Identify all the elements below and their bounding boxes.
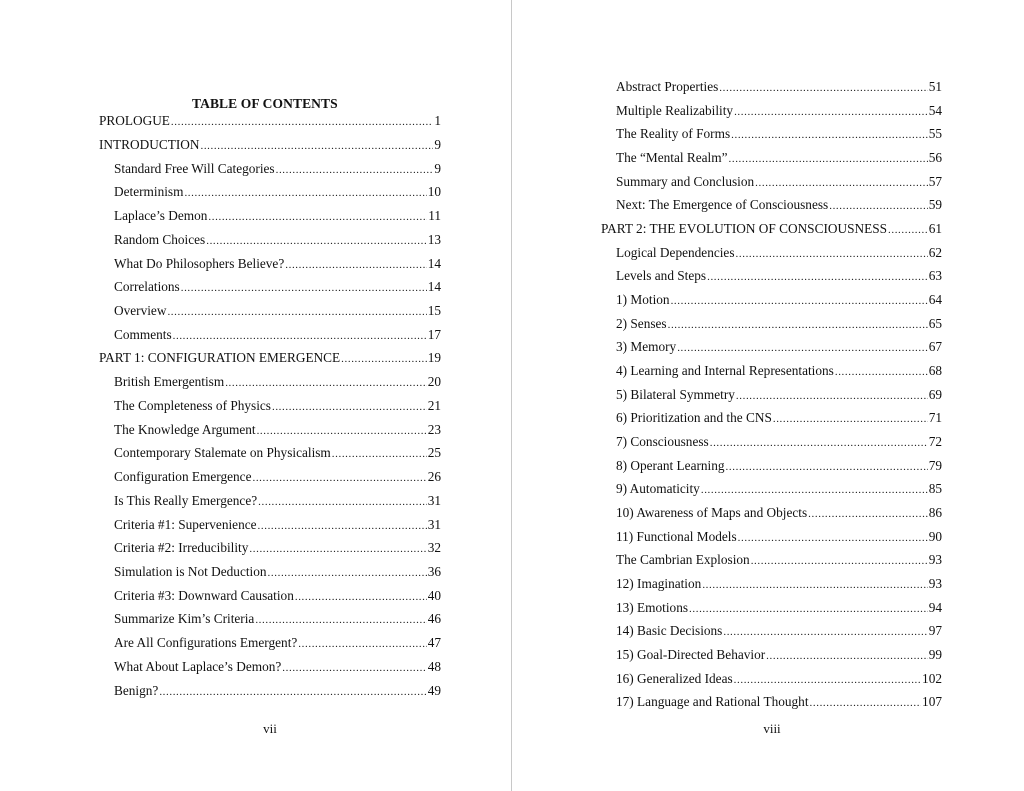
dot-leader (702, 576, 927, 594)
dot-leader (225, 374, 427, 392)
toc-entry-page: 86 (928, 504, 942, 520)
dot-leader (710, 434, 928, 452)
toc-entry-title: British Emergentism (114, 374, 225, 390)
toc-entry-page: 14 (427, 279, 441, 295)
toc-entry (616, 173, 942, 191)
toc-entry-page: 71 (928, 410, 942, 426)
dot-leader (734, 103, 928, 121)
toc-entry (616, 504, 942, 522)
dot-leader (738, 529, 928, 547)
toc-entry-title: Multiple Realizability (616, 102, 734, 118)
toc-entry (114, 539, 441, 557)
toc-entry-page: 31 (427, 492, 441, 508)
left-page (0, 0, 511, 791)
toc-entry-page: 59 (928, 197, 942, 213)
dot-leader (668, 316, 928, 334)
toc-entry-page: 79 (928, 457, 942, 473)
toc-entry-title: Are All Configurations Emergent? (114, 635, 298, 651)
toc-entry-title: Criteria #3: Downward Causation (114, 587, 294, 603)
toc-entry (114, 682, 441, 700)
toc-entry (616, 338, 942, 356)
dot-leader (707, 268, 928, 286)
dot-leader (701, 481, 928, 499)
toc-entry-title: Levels and Steps (616, 268, 707, 284)
toc-entry (616, 457, 942, 475)
dot-leader (731, 126, 928, 144)
toc-entry-title: 1) Motion (616, 291, 670, 307)
dot-leader (255, 611, 426, 629)
toc-entry-page: 94 (928, 599, 942, 615)
toc-entry (99, 112, 441, 130)
toc-entry-page: 55 (928, 126, 942, 142)
toc-entry-page: 10 (427, 184, 441, 200)
toc-entry-title: 12) Imagination (616, 575, 702, 591)
dot-leader (755, 174, 928, 192)
toc-entry-title: 8) Operant Learning (616, 457, 725, 473)
dot-leader (282, 659, 426, 677)
dot-leader (258, 517, 427, 535)
toc-entry-title: Benign? (114, 682, 159, 698)
toc-entry-page: 23 (427, 421, 441, 437)
toc-entry-page: 20 (427, 374, 441, 390)
toc-entry-page: 64 (928, 291, 942, 307)
dot-leader (808, 505, 928, 523)
dot-leader (159, 683, 426, 701)
toc-entry-title: 6) Prioritization and the CNS (616, 410, 772, 426)
toc-entry (114, 610, 441, 628)
toc-entry-page: 21 (427, 397, 441, 413)
toc-entry-title: Next: The Emergence of Consciousness (616, 197, 829, 213)
toc-entry-page: 69 (928, 386, 942, 402)
toc-entry-page: 47 (427, 635, 441, 651)
dot-leader (729, 150, 928, 168)
dot-leader (835, 363, 928, 381)
toc-entry-title: PROLOGUE (99, 113, 170, 128)
toc-entry-title: 2) Senses (616, 315, 667, 331)
toc-entry (616, 528, 942, 546)
dot-leader (726, 458, 928, 476)
toc-entry (114, 183, 441, 201)
dot-leader (252, 469, 426, 487)
dot-leader (689, 600, 928, 618)
right-page (512, 0, 1024, 791)
toc-entry (114, 255, 441, 273)
dot-leader (249, 540, 426, 558)
toc-entry (114, 468, 441, 486)
toc-entry-page: 61 (928, 220, 942, 236)
toc-entry (616, 78, 942, 96)
toc-entry-title: 16) Generalized Ideas (616, 670, 733, 686)
toc-entry (616, 599, 942, 617)
dot-leader (671, 292, 928, 310)
toc-entry (616, 102, 942, 120)
dot-leader (276, 161, 434, 179)
toc-entry-page: 9 (434, 160, 441, 176)
toc-entry (114, 326, 441, 344)
toc-entry-page: 97 (928, 623, 942, 639)
toc-entry (99, 136, 441, 154)
toc-entry-page: 90 (928, 528, 942, 544)
toc-entry-title: Random Choices (114, 231, 206, 247)
page-number-left: vii (263, 721, 277, 736)
toc-entry (616, 196, 942, 214)
dot-leader (888, 221, 928, 239)
toc-entry (616, 693, 942, 711)
toc-entry-page: 102 (922, 670, 942, 686)
toc-entry-page: 46 (427, 611, 441, 627)
toc-entry-title: Comments (114, 326, 172, 342)
toc-entry-page: 11 (428, 208, 441, 224)
toc-entry-page: 32 (427, 540, 441, 556)
toc-entry-page: 19 (427, 350, 441, 366)
toc-entry (616, 315, 942, 333)
toc-entry (616, 244, 942, 262)
toc-entry (114, 421, 441, 439)
dot-leader (272, 398, 427, 416)
toc-entry-title: The Completeness of Physics (114, 397, 271, 413)
toc-entry (616, 433, 942, 451)
toc-entry-title: Summary and Conclusion (616, 173, 755, 189)
toc-entry-page: 48 (427, 658, 441, 674)
toc-entry-title: 9) Automaticity (616, 481, 700, 497)
toc-entry (114, 587, 441, 605)
toc-entry (99, 349, 441, 367)
dot-leader (184, 184, 426, 202)
toc-entry (616, 646, 942, 664)
toc-entry-page: 13 (427, 231, 441, 247)
dot-leader (773, 410, 928, 428)
dot-leader (171, 113, 433, 131)
toc-entry-page: 26 (427, 469, 441, 485)
dot-leader (719, 79, 927, 97)
toc-entry-title: 17) Language and Rational Thought (616, 694, 809, 710)
toc-entry-title: Criteria #1: Supervenience (114, 516, 257, 532)
toc-entry-title: Correlations (114, 279, 180, 295)
toc-entry-page: 17 (427, 326, 441, 342)
dot-leader (258, 493, 427, 511)
dot-leader (829, 197, 927, 215)
toc-entry (616, 149, 942, 167)
toc-entry-page: 36 (427, 563, 441, 579)
dot-leader (206, 232, 426, 250)
dot-leader (734, 671, 921, 689)
toc-entry-page: 67 (928, 339, 942, 355)
toc-entry-page: 57 (928, 173, 942, 189)
dot-leader (167, 303, 426, 321)
dot-leader (677, 339, 928, 357)
dot-leader (332, 445, 427, 463)
toc-entry (114, 492, 441, 510)
toc-entry-page: 54 (928, 102, 942, 118)
toc-entry (114, 302, 441, 320)
dot-leader (751, 552, 928, 570)
toc-entry (114, 563, 441, 581)
toc-entry-title: Overview (114, 303, 167, 319)
toc-entry (616, 622, 942, 640)
toc-entry-page: 63 (928, 268, 942, 284)
page-number-right: viii (763, 721, 781, 736)
dot-leader (173, 327, 427, 345)
toc-entry-title: Abstract Properties (616, 79, 719, 94)
dot-leader (723, 623, 927, 641)
dot-leader (181, 279, 427, 297)
toc-entry (601, 220, 942, 238)
toc-entry (114, 444, 441, 462)
toc-entry (616, 670, 942, 688)
toc-entry-title: INTRODUCTION (99, 137, 200, 152)
toc-entry-title: 14) Basic Decisions (616, 623, 723, 639)
toc-entry-page: 56 (928, 149, 942, 165)
toc-entry-title: Configuration Emergence (114, 469, 252, 485)
toc-entry-page: 40 (427, 587, 441, 603)
dot-leader (810, 694, 922, 712)
toc-entry-title: Logical Dependencies (616, 244, 735, 260)
toc-entry-title: What About Laplace’s Demon? (114, 658, 282, 674)
toc-entry (616, 125, 942, 143)
toc-entry-title: 4) Learning and Internal Representations (616, 362, 834, 378)
dot-leader (341, 350, 427, 368)
toc-entry (114, 373, 441, 391)
toc-entry (616, 480, 942, 498)
toc-entry (114, 231, 441, 249)
toc-entry (616, 291, 942, 309)
toc-entry-title: Laplace’s Demon (114, 208, 208, 224)
dot-leader (736, 245, 928, 263)
dot-leader (268, 564, 427, 582)
toc-entry (114, 207, 441, 225)
toc-entry (616, 362, 942, 380)
toc-entry-page: 31 (427, 516, 441, 532)
toc-entry-title: Standard Free Will Categories (114, 160, 275, 176)
toc-entry-page: 93 (928, 552, 942, 568)
toc-entry-title: The “Mental Realm” (616, 149, 728, 165)
toc-entry (114, 278, 441, 296)
toc-title: TABLE OF CONTENTS (192, 96, 338, 111)
toc-entry-title: The Cambrian Explosion (616, 552, 750, 568)
toc-entry-title: Criteria #2: Irreducibility (114, 540, 249, 556)
toc-entry-page: 49 (427, 682, 441, 698)
toc-entry (114, 634, 441, 652)
toc-entry (114, 516, 441, 534)
toc-entry-title: The Reality of Forms (616, 126, 731, 142)
toc-entry (616, 575, 942, 593)
toc-entry-page: 14 (427, 255, 441, 271)
toc-entry-title: 15) Goal-Directed Behavior (616, 646, 766, 662)
toc-entry-page: 9 (434, 137, 441, 152)
dot-leader (257, 422, 427, 440)
toc-entry (114, 658, 441, 676)
toc-entry (616, 409, 942, 427)
toc-entry (616, 551, 942, 569)
toc-entry-page: 62 (928, 244, 942, 260)
toc-entry-title: 11) Functional Models (616, 528, 737, 544)
toc-entry-title: PART 2: THE EVOLUTION OF CONSCIOUSNESS (601, 220, 887, 236)
toc-entry-page: 99 (928, 646, 942, 662)
toc-entry (114, 160, 441, 178)
toc-entry-title: PART 1: CONFIGURATION EMERGENCE (99, 350, 341, 366)
toc-entry-title: Is This Really Emergence? (114, 492, 258, 508)
toc-entry-page: 15 (427, 303, 441, 319)
toc-entry-page: 93 (928, 575, 942, 591)
toc-entry-page: 107 (922, 694, 942, 710)
toc-entry-page: 68 (928, 362, 942, 378)
toc-entry-title: The Knowledge Argument (114, 421, 256, 437)
dot-leader (766, 647, 928, 665)
toc-entry-title: Contemporary Stalemate on Physicalism (114, 445, 331, 461)
toc-entry-page: 25 (427, 445, 441, 461)
toc-entry (114, 397, 441, 415)
toc-entry-page: 1 (434, 113, 441, 128)
dot-leader (295, 588, 427, 606)
toc-entry-title: Determinism (114, 184, 184, 200)
dot-leader (298, 635, 426, 653)
toc-entry-title: 3) Memory (616, 339, 677, 355)
dot-leader (200, 137, 433, 155)
toc-entry-page: 72 (928, 433, 942, 449)
dot-leader (208, 208, 427, 226)
toc-entry-title: Simulation is Not Deduction (114, 563, 267, 579)
toc-entry (616, 386, 942, 404)
toc-entry-title: 13) Emotions (616, 599, 689, 615)
dot-leader (736, 387, 928, 405)
toc-entry-title: 10) Awareness of Maps and Objects (616, 504, 808, 520)
toc-entry-title: 7) Consciousness (616, 433, 709, 449)
toc-entry-title: What Do Philosophers Believe? (114, 255, 285, 271)
dot-leader (285, 256, 426, 274)
toc-entry (616, 267, 942, 285)
toc-entry-page: 85 (928, 481, 942, 497)
toc-entry-title: Summarize Kim’s Criteria (114, 611, 255, 627)
toc-entry-page: 51 (928, 79, 942, 94)
toc-entry-title: 5) Bilateral Symmetry (616, 386, 735, 402)
toc-entry-page: 65 (928, 315, 942, 331)
